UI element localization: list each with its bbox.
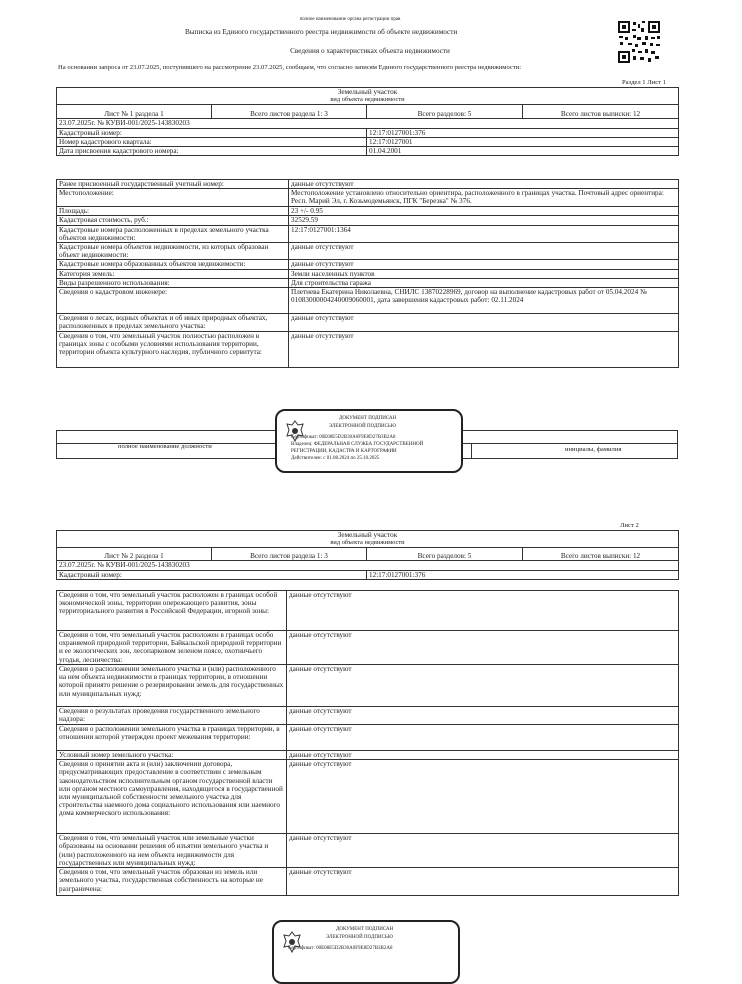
field-label: Условный номер земельного участка: <box>57 751 287 760</box>
field-label: Кадастровые номера образованных объектов недвижимости: <box>57 260 289 269</box>
field-label: Сведения о расположении земельного участка и (или) расположенного на нем объекта недвижимости в границах территории, в отношении которой принято решение о резервировании земель для государственных или муниципальных нужд: <box>57 665 287 707</box>
sheet-number: Лист № 2 раздела 1 <box>57 548 212 561</box>
field-value: Земли населенных пунктов <box>289 269 679 278</box>
field-value: данные отсутствуют <box>287 834 679 868</box>
field-label: Сведения о том, что земельный участок расположен в границах особо охраняемой природной территории, Байкальской природной территории и ее экологических зон, лесопарковом зеленом поясе, охотничьего угодья, лесничества: <box>57 631 287 665</box>
field-value: Для строительства гаража <box>289 278 679 287</box>
field-value: данные отсутствуют <box>289 332 679 368</box>
stamp-certificate: Сертификат: 00E08E5D2B30A0F9E8D27B3B2A8 <box>291 435 396 440</box>
date-number: 23.07.2025г. № КУВИ-001/2025-143830203 <box>57 119 679 128</box>
authority-caption: полное наименование органа регистрации прав <box>299 17 401 22</box>
field-label: Виды разрешенного использования: <box>57 278 289 287</box>
field-label: Сведения о том, что земельный участок образован из земель или земельного участка, государственная собственность на которые не разграничена: <box>57 868 287 896</box>
field-value: 12:17:0127001 <box>367 137 679 146</box>
field-label: Сведения о лесах, водных объектах и об иных природных объектах, расположенных в пределах земельного участка: <box>57 314 289 332</box>
position-caption: полное наименование должности <box>118 443 212 450</box>
field-value: данные отсутствуют <box>289 180 679 189</box>
field-label: Сведения о результатах проведения государственного земельного надзора: <box>57 707 287 725</box>
field-value: 32529.59 <box>289 216 679 225</box>
field-label: Сведения о принятии акта и (или) заключении договора, предусматривающих предоставление в соответствии с земельным законодательством исполнительным органом государственной власти или органом местного самоуправления, находящегося в государственной или муниципальной собственности земельного участка для строительства наемного дома социального использования или наемного дома коммерческого использования: <box>57 760 287 834</box>
field-value: данные отсутствуют <box>289 314 679 332</box>
date-number: 23.07.2025г. № КУВИ-001/2025-143830203 <box>57 561 679 570</box>
field-label: Сведения о том, что земельный участок расположен в границах особой экономической зоны, территории опережающего развития, зоны территориального развития в Российской Федерации, игорной зоны: <box>57 591 287 631</box>
sheet2-details-table <box>56 590 679 896</box>
object-type: Земельный участок <box>57 531 679 540</box>
field-value: 23 +/- 0.95 <box>289 207 679 216</box>
request-basis: На основании запроса от 23.07.2025, поступившего на рассмотрение 23.07.2025, сообщаем, что согласно записям Единого государственного реестра недвижимости: <box>58 64 522 71</box>
object-type-caption: вид объекта недвижимости <box>57 539 679 548</box>
qr-code <box>617 20 661 64</box>
sheet1-header-table <box>56 87 679 156</box>
field-value: данные отсутствуют <box>287 591 679 631</box>
field-label: Сведения о кадастровом инженере: <box>57 288 289 314</box>
field-label: Кадастровая стоимость, руб.: <box>57 216 289 225</box>
stamp-validity: Действителен: с 01.08.2024 по 25.10.2025 <box>291 456 380 461</box>
field-label: Площадь: <box>57 207 289 216</box>
field-value: данные отсутствуют <box>287 665 679 707</box>
stamp-certificate: Сертификат: 00E08E5D2B30A0F9E8D27B3B2A8 <box>288 946 393 951</box>
field-label: Сведения о расположении земельного участка в границах территории, в отношении которой утвержден проект межевания территории: <box>57 725 287 751</box>
sheet2-header-table <box>56 530 679 580</box>
field-label: Кадастровый номер: <box>57 128 367 137</box>
sheets-in-section: Всего листов раздела 1: 3 <box>212 548 367 561</box>
field-value: 12:17:0127001:376 <box>367 570 679 579</box>
field-label: Кадастровые номера объектов недвижимости, из которых образован объект недвижимости: <box>57 243 289 260</box>
section-label: Раздел 1 Лист 1 <box>622 79 666 86</box>
e-signature-stamp-2 <box>272 920 460 984</box>
stamp-line2: ЭЛЕКТРОННОЙ ПОДПИСЬЮ <box>326 935 393 940</box>
field-value: 01.04.2001 <box>367 147 679 156</box>
stamp-line1: ДОКУМЕНТ ПОДПИСАН <box>336 927 394 932</box>
field-value: 12:17:0127001:1364 <box>289 225 679 242</box>
field-label: Сведения о том, что земельный участок или земельные участки образованы на основании решения об изъятии земельного участка и (или) расположенного на нем объекта недвижимости для государственных или муниципальных нужд: <box>57 834 287 868</box>
field-value: данные отсутствуют <box>287 751 679 760</box>
sheet2-label: Лист 2 <box>620 522 639 529</box>
sections-total: Всего разделов: 5 <box>367 548 523 561</box>
field-label: Номер кадастрового квартала: <box>57 137 367 146</box>
object-type: Земельный участок <box>57 88 679 97</box>
field-value: данные отсутствуют <box>289 260 679 269</box>
stamp-owner: Владелец: ФЕДЕРАЛЬНАЯ СЛУЖБА ГОСУДАРСТВЕННОЙ <box>291 442 424 447</box>
field-label: Кадастровый номер: <box>57 570 367 579</box>
sheet1-details-table <box>56 179 679 368</box>
field-label: Ранее присвоенный государственный учетный номер: <box>57 180 289 189</box>
document-subtitle: Сведения о характеристиках объекта недвижимости <box>290 47 450 55</box>
field-value: данные отсутствуют <box>287 631 679 665</box>
field-value: 12:17:0127001:376 <box>367 128 679 137</box>
field-label: Дата присвоения кадастрового номера: <box>57 147 367 156</box>
stamp-line1: ДОКУМЕНТ ПОДПИСАН <box>339 416 397 421</box>
stamp-line2: ЭЛЕКТРОННОЙ ПОДПИСЬЮ <box>329 424 396 429</box>
field-value: данные отсутствуют <box>287 868 679 896</box>
initials-caption: инициалы, фамилия <box>565 446 622 453</box>
sheets-total: Всего листов выписки: 12 <box>523 548 679 561</box>
field-value: данные отсутствуют <box>289 243 679 260</box>
field-value: Местоположение установлено относительно ориентира, расположенного в границах участка. Почтовый адрес ориентира: Респ. Марий Эл, г. Козьмодемьянск, ПГК "Березка" № 376. <box>289 189 679 207</box>
field-label: Сведения о том, что земельный участок полностью расположен в границах зоны с особыми условиями использования территории, территории объекта культурного наследия, публичного сервитута: <box>57 332 289 368</box>
document-title: Выписка из Единого государственного реестра недвижимости об объекте недвижимости <box>185 28 458 36</box>
field-value: данные отсутствуют <box>287 760 679 834</box>
field-label: Категория земель: <box>57 269 289 278</box>
field-label: Кадастровые номера расположенных в пределах земельного участка объектов недвижимости: <box>57 225 289 242</box>
e-signature-stamp <box>275 409 463 473</box>
sections-total: Всего разделов: 5 <box>367 105 523 119</box>
sheet-number: Лист № 1 раздела 1 <box>57 105 212 119</box>
sheets-in-section: Всего листов раздела 1: 3 <box>212 105 367 119</box>
field-value: Плетнева Екатерина Николаевна, СНИЛС 13870228969, договор на выполнение кадастровых работ от 05.04.2024 № 01083000004240009060001, дата завершения кадастровых работ: 02.11.2024 <box>289 288 679 314</box>
field-value: данные отсутствуют <box>287 725 679 751</box>
field-label: Местоположение: <box>57 189 289 207</box>
sheets-total: Всего листов выписки: 12 <box>523 105 679 119</box>
field-value: данные отсутствуют <box>287 707 679 725</box>
object-type-caption: вид объекта недвижимости <box>57 96 679 105</box>
stamp-owner-cont: РЕГИСТРАЦИИ, КАДАСТРА И КАРТОГРАФИИ <box>291 449 397 454</box>
